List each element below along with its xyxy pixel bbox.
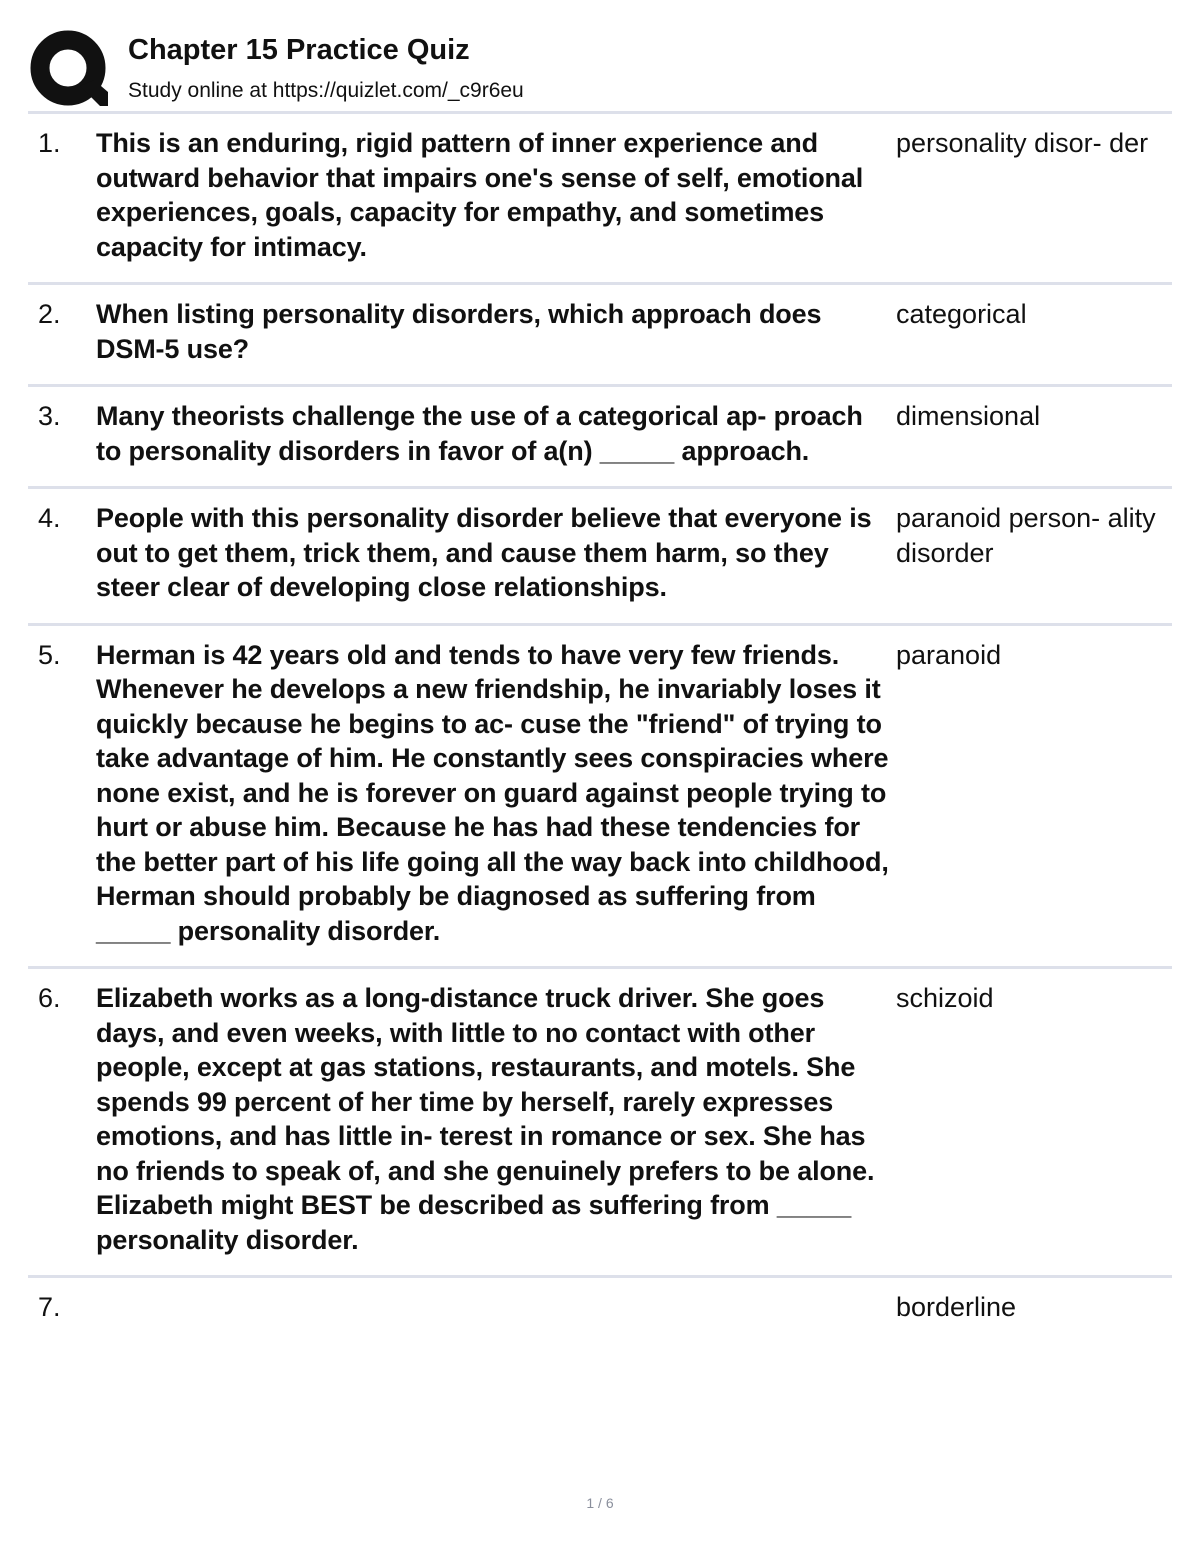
- card-definition: personality disor- der: [896, 128, 1149, 158]
- card-term: Herman is 42 years old and tends to have very few friends. Whenever he develops a new friendship, he invariably loses it quickly because he begins to ac- cuse the "friend" of trying to take advantage of him. He constantly sees conspiracies where none exist, and he is forever on guard against people trying to hurt or abuse him. Because he has had these tendencies for the better part of his life going all the way back into childhood, Herman should probably be diagnosed as suffering from _____ personality disorder.: [96, 639, 889, 946]
- quizlet-logo-icon: [30, 30, 108, 108]
- card-definition: paranoid: [896, 639, 1002, 670]
- card-number: 2.: [38, 299, 61, 329]
- card-term: Elizabeth works as a long-distance truck driver. She goes days, and even weeks, with little to no contact with other people, except at gas stations, restaurants, and motels. She spends 99 percent of her time by herself, rarely expresses emotions, and has little in- terest in romance or sex. She has no friends to speak of, and she genuinely prefers to be alone. Elizabeth might BEST be described as suffering from _____ personality disorder.: [96, 983, 875, 1255]
- flashcard-row: [28, 489, 1172, 626]
- card-term: [96, 1290, 892, 1325]
- flashcard-list: [28, 114, 1172, 1343]
- card-definition: dimensional: [896, 401, 1041, 431]
- flashcard-row: [28, 114, 1172, 285]
- card-term: Many theorists challenge the use of a categorical ap- proach to personality disorders in favor of a(n) _____ approach.: [96, 401, 863, 466]
- card-term: When listing personality disorders, which approach does DSM-5 use?: [96, 299, 822, 364]
- card-definition: schizoid: [896, 983, 994, 1013]
- card-definition: categorical: [896, 299, 1027, 329]
- flashcard-row: [28, 285, 1172, 387]
- card-definition: paranoid person- ality disorder: [896, 503, 1156, 568]
- card-term: This is an enduring, rigid pattern of inner experience and outward behavior that impairs one's sense of self, emotional experiences, goals, capacity for empathy, and sometimes capacity for intimacy.: [96, 128, 864, 262]
- flashcard-row: [28, 626, 1172, 970]
- card-number: 1.: [38, 128, 61, 158]
- card-number: 7.: [38, 1292, 61, 1322]
- flashcard-row: [28, 387, 1172, 489]
- flashcard-row: [28, 1278, 1172, 1343]
- card-term: People with this personality disorder believe that everyone is out to get them, trick them, and cause them harm, so they steer clear of developing close relationships.: [96, 503, 872, 602]
- flashcard-row: [28, 969, 1172, 1278]
- card-definition: borderline: [896, 1292, 1017, 1322]
- study-online-link[interactable]: Study online at https://quizlet.com/_c9r6eu: [128, 79, 524, 102]
- page-header: [28, 26, 1172, 110]
- page-title: Chapter 15 Practice Quiz: [128, 34, 470, 66]
- card-number: 4.: [38, 503, 61, 533]
- page-indicator: 1 / 6: [586, 1495, 614, 1511]
- card-number: 6.: [38, 983, 61, 1013]
- card-number: 5.: [38, 639, 61, 670]
- card-number: 3.: [38, 401, 61, 431]
